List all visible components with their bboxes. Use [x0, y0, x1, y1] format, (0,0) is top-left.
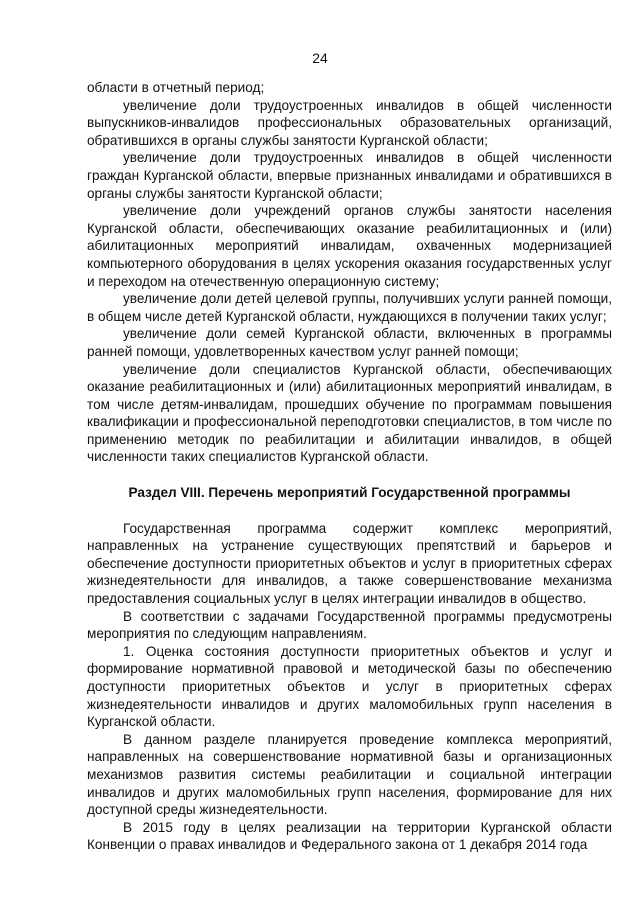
paragraph: увеличение доли семей Курганской области, включенных в программы ранней помощи, удовлетворенных качеством услуг ранней помощи; [87, 326, 612, 359]
paragraph: В соответствии с задачами Государственной программы предусмотрены мероприятия по следующим направлениям. [87, 608, 612, 642]
paragraph: увеличение доли трудоустроенных инвалидов в общей численности выпускников-инвалидов профессиональных образовательных организаций, обратившихся в органы службы занятости Курганской области; [87, 97, 612, 148]
page-number: 24 [312, 50, 328, 66]
paragraph: увеличение доли учреждений органов службы занятости населения Курганской области, обеспечивающих оказание реабилитационных и (или) абилитационных мероприятий инвалидам, охваченных модернизацией компьютерного оборудования в целях ускорения оказания государственных услуг и переходом на отечественную операционную систему; [87, 203, 612, 289]
paragraph: 1. Оценка состояния доступности приоритетных объектов и услуг и формирование нормативной правовой и методической базы по обеспечению доступности приоритетных объектов и услуг в приоритетных сферах жизнедеятельности инвалидов и других маломобильных групп населения в Курганской области. [87, 643, 612, 730]
paragraph: увеличение доли специалистов Курганской области, обеспечивающих оказание реабилитационных и (или) абилитационных мероприятий инвалидам, в том числе детям-инвалидам, прошедших обучение по программам повышения квалификации и профессиональной переподготовки специалистов, в том числе по применению методик по реабилитации и абилитации инвалидов, в общей численности таких специалистов Курганской области. [87, 361, 612, 465]
paragraph: увеличение доли трудоустроенных инвалидов в общей численности граждан Курганской области, впервые признанных инвалидами и обратившихся в органы службы занятости Курганской области; [87, 150, 612, 201]
document-body [87, 79, 612, 854]
section-heading: Раздел VIII. Перечень мероприятий Государственной программы [128, 485, 571, 501]
paragraph: увеличение доли детей целевой группы, получивших услуги ранней помощи, в общем числе детей Курганской области, нуждающихся в получении таких услуг; [87, 291, 612, 324]
paragraph-continuation: области в отчетный период; [87, 80, 265, 95]
paragraph: Государственная программа содержит комплекс мероприятий, направленных на устранение существующих препятствий и барьеров и обеспечение доступности приоритетных объектов и услуг в приоритетных сферах жизнедеятельности для инвалидов, а также совершенствование механизма предоставления социальных услуг в целях интеграции инвалидов в общество. [87, 520, 612, 607]
paragraph: В данном разделе планируется проведение комплекса мероприятий, направленных на совершенствование нормативной базы и организационных механизмов развития системы реабилитации и социальной интеграции инвалидов и других маломобильных групп населения, формирование для них доступной среды жизнедеятельности. [87, 731, 612, 818]
paragraph: В 2015 году в целях реализации на территории Курганской области Конвенции о правах инвалидов и Федерального закона от 1 декабря 2014 года [87, 819, 612, 853]
